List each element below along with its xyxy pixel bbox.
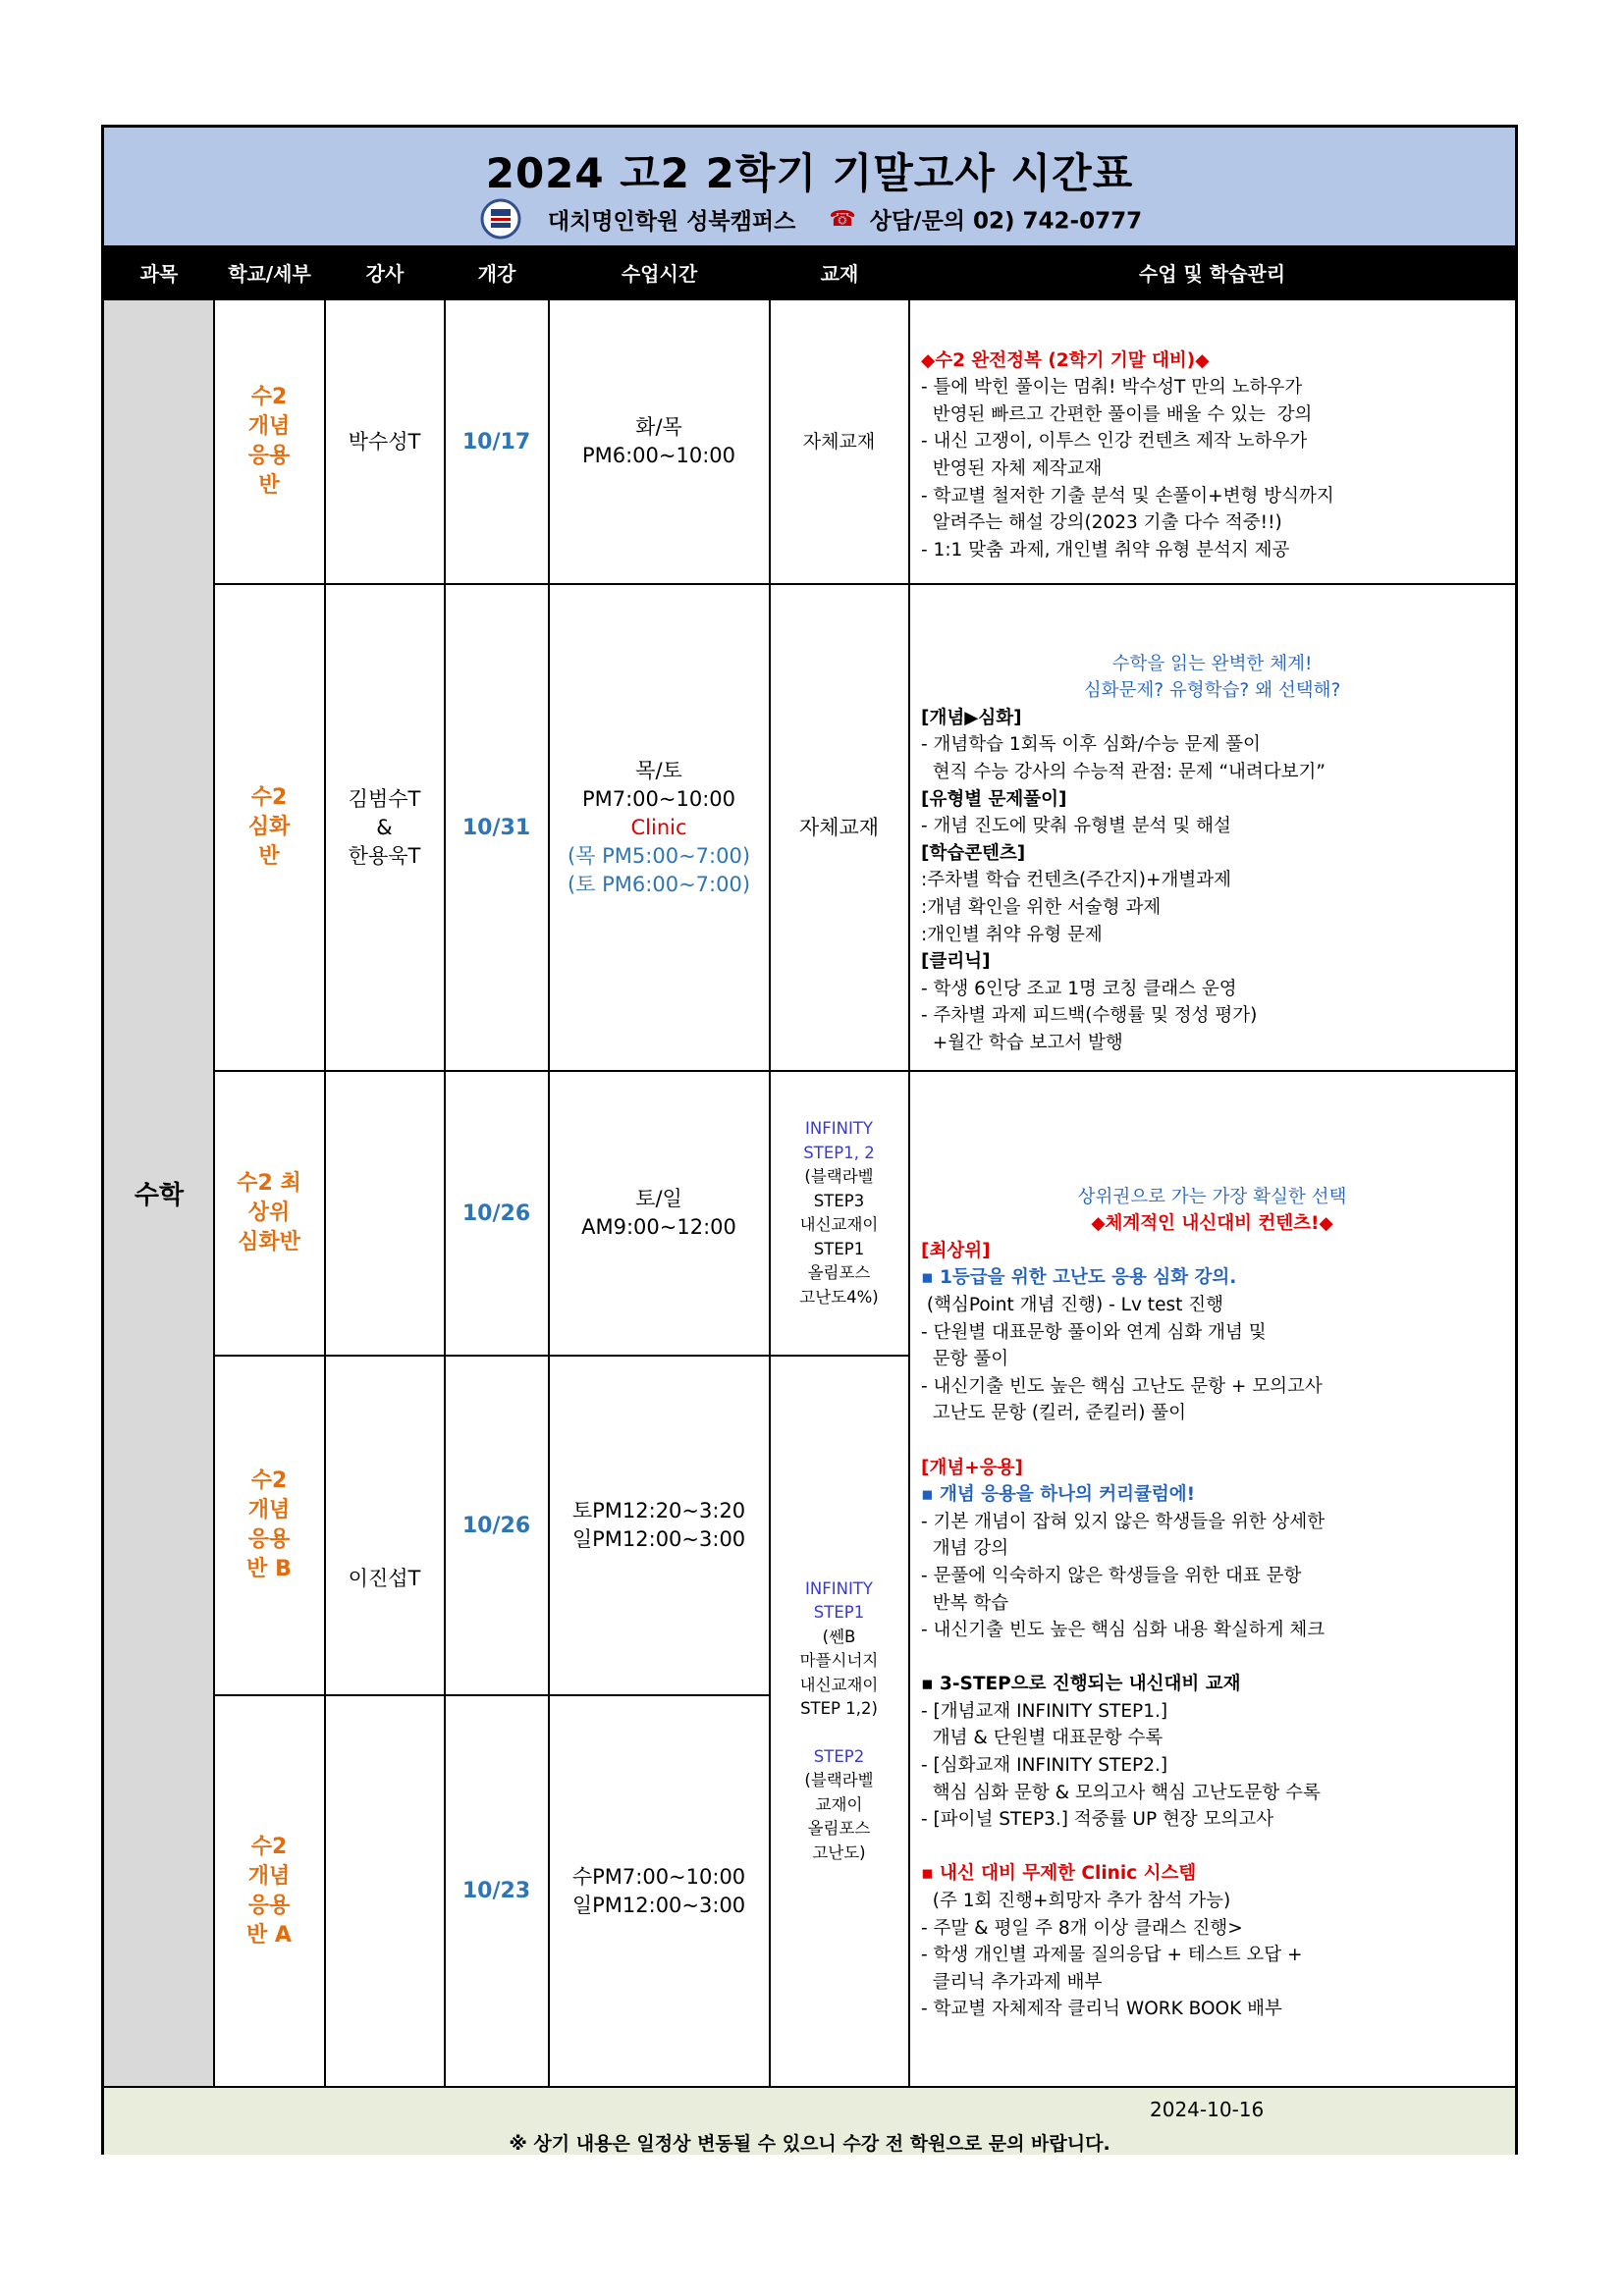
phone-number: 상담/문의 02) 742-0777	[869, 208, 1143, 235]
book-line: 고난도4%)	[799, 1287, 879, 1307]
col-header-teacher: 강사	[365, 262, 405, 286]
textbook	[770, 1072, 908, 1355]
teacher-name: 박수성T	[348, 429, 421, 454]
subject-cell: 수학	[104, 300, 214, 2086]
column-header-row	[104, 247, 1515, 300]
mgmt-line	[921, 1644, 1503, 1672]
clinic-time: (토 PM6:00~7:00)	[567, 872, 751, 896]
mgmt-line: [학습콘텐츠]	[921, 842, 1026, 864]
issue-date: 2024-10-16	[1150, 2098, 1265, 2121]
textbook	[770, 1357, 908, 2086]
mgmt-line: ▪ 내신 대비 무제한 Clinic 시스템	[921, 1863, 1197, 1885]
mgmt-line: [클리닉]	[921, 951, 991, 973]
col-header-time: 수업시간	[621, 262, 698, 286]
sheet-footer	[104, 2086, 1515, 2155]
mgmt-line: 알려주는 해설 강의(2023 기출 다수 적중!!)	[921, 512, 1282, 534]
class-days: 토/일	[635, 1187, 682, 1210]
page-title: 2024 고2 2학기 기말고사 시간표	[485, 149, 1134, 197]
book-line: 교재이	[815, 1794, 863, 1814]
teacher-ampersand: &	[376, 815, 393, 839]
mgmt-line: ◆체계적인 내신대비 컨텐츠!◆	[1091, 1213, 1333, 1235]
start-date: 10/26	[461, 1201, 531, 1226]
mgmt-line: 고난도 문항 (킬러, 준킬러) 풀이	[921, 1403, 1187, 1424]
mgmt-line: - 내신 고쟁이, 이투스 인강 컨텐츠 제작 노하우가	[921, 431, 1308, 453]
book-line: STEP 1,2)	[800, 1699, 878, 1719]
col-header-start: 개강	[477, 262, 516, 286]
mgmt-line: - 틀에 박힌 풀이는 멈춰! 박수성T 만의 노하우가	[921, 377, 1303, 399]
col-header-subject: 과목	[139, 262, 179, 286]
mgmt-line: 심화문제? 유형학습? 왜 선택해?	[1083, 680, 1341, 702]
col-header-management: 수업 및 학습관리	[1138, 262, 1286, 286]
phone-icon: ☎	[829, 206, 856, 232]
mgmt-line: +월간 학습 보고서 발행	[921, 1032, 1123, 1053]
book-line: INFINITY	[805, 1119, 873, 1138]
mgmt-line: - [파이널 STEP3.] 적중률 UP 현장 모의고사	[921, 1809, 1274, 1831]
class-time: PM6:00~10:00	[581, 444, 736, 467]
mgmt-line: (핵심Point 개념 진행) - Lv test 진행	[921, 1294, 1223, 1315]
mgmt-line: ▪ 개념 응용을 하나의 커리큘럼에!	[921, 1484, 1196, 1506]
course-name: 수2 심화반	[247, 785, 291, 869]
clinic-time: (목 PM5:00~7:00)	[567, 843, 751, 868]
course-name: 수2 개념 응용반 B	[246, 1468, 292, 1581]
mgmt-line: - 기본 개념이 잡혀 있지 않은 학생들을 위한 상세한	[921, 1511, 1326, 1532]
course-name: 수2 개념 응용반	[247, 385, 291, 498]
start-date: 10/17	[461, 429, 531, 454]
mgmt-line: 수학을 읽는 완벽한 체계!	[1111, 653, 1313, 674]
mgmt-line: - 1:1 맞춤 과제, 개인별 취약 유형 분석지 제공	[921, 539, 1290, 561]
mgmt-line: :개인별 취약 유형 문제	[921, 924, 1103, 945]
sheet-header	[104, 128, 1515, 247]
start-date: 10/31	[461, 815, 531, 840]
mgmt-line: :주차별 학습 컨텐츠(주간지)+개별과제	[921, 870, 1231, 891]
book-line: 내신교재이	[799, 1215, 879, 1234]
book-line: INFINITY	[805, 1578, 873, 1598]
mgmt-line: 문항 풀이	[921, 1349, 1009, 1370]
teacher-name: 이진섭T	[348, 1567, 421, 1590]
start-date: 10/26	[461, 1513, 531, 1538]
management-notes-2	[909, 623, 1515, 1111]
mgmt-line: 반복 학습	[921, 1592, 1009, 1614]
col-header-book: 교재	[820, 262, 859, 286]
mgmt-line: 클리닉 추가과제 배부	[921, 1971, 1103, 1993]
campus-name: 대치명인학원 성북캠퍼스	[547, 208, 796, 235]
mgmt-line: 반영된 자체 제작교재	[921, 457, 1103, 479]
book-line: STEP2	[813, 1746, 865, 1766]
academy-logo-icon	[477, 198, 524, 240]
class-time: 일PM12:00~3:00	[571, 1527, 746, 1551]
textbook: 자체교재	[798, 815, 880, 839]
mgmt-line: 현직 수능 강사의 수능적 관점: 문제 “내려다보기”	[921, 761, 1326, 782]
mgmt-line	[921, 1427, 1503, 1455]
class-time: 토PM12:20~3:20	[571, 1499, 746, 1522]
class-time: PM7:00~10:00	[581, 786, 736, 811]
mgmt-line: [개념▶심화]	[921, 707, 1022, 728]
book-line: STEP1, 2	[803, 1143, 875, 1162]
mgmt-line: ▪ 1등급을 위한 고난도 응용 심화 강의.	[921, 1267, 1237, 1289]
class-time: 일PM12:00~3:00	[571, 1893, 746, 1917]
book-line: (쎈B	[822, 1627, 856, 1646]
mgmt-line	[921, 1834, 1503, 1861]
mgmt-line: - 단원별 대표문항 풀이와 연계 심화 개념 및	[921, 1321, 1267, 1343]
mgmt-line: - 학교별 철저한 기출 분석 및 손풀이+변형 방식까지	[921, 485, 1334, 507]
mgmt-line: [최상위]	[921, 1240, 991, 1261]
mgmt-line: - [심화교재 INFINITY STEP2.]	[921, 1755, 1168, 1777]
textbook: 자체교재	[802, 430, 876, 453]
mgmt-line: 상위권으로 가는 가장 확실한 선택	[1077, 1186, 1347, 1207]
schedule-sheet	[101, 125, 1518, 2155]
book-line: 마플시너지	[799, 1651, 879, 1671]
mgmt-line: - 학생 6인당 조교 1명 코칭 클래스 운영	[921, 978, 1237, 999]
mgmt-line: - 내신기출 빈도 높은 핵심 고난도 문항 + 모의고사	[921, 1375, 1323, 1397]
course-name: 수2 최상위 심화반	[237, 1171, 301, 1255]
mgmt-line: - 주말 & 평일 주 8개 이상 클래스 진행>	[921, 1917, 1243, 1939]
footer-note: ※ 상기 내용은 일정상 변동될 수 있으니 수강 전 학원으로 문의 바랍니다.	[509, 2133, 1110, 2155]
book-line: 고난도)	[812, 1842, 866, 1862]
teacher-name: 김범수T	[348, 786, 421, 811]
mgmt-line: - 주차별 과제 피드백(수행률 및 정성 평가)	[921, 1005, 1258, 1027]
col-header-school: 학교/세부	[228, 262, 311, 286]
course-cell	[214, 300, 324, 583]
start-date: 10/23	[461, 1879, 531, 1903]
management-notes-1	[909, 320, 1515, 618]
campus-info	[104, 198, 1515, 238]
mgmt-line: - 내신기출 빈도 높은 핵심 심화 내용 확실하게 체크	[921, 1620, 1326, 1641]
mgmt-line: ▪ 3-STEP으로 진행되는 내신대비 교재	[921, 1674, 1241, 1695]
mgmt-line: 개념 강의	[921, 1538, 1009, 1560]
mgmt-line: - 학교별 자체제작 클리닉 WORK BOOK 배부	[921, 1999, 1282, 2020]
mgmt-line: (주 1회 진행+희망자 추가 참석 가능)	[921, 1891, 1231, 1912]
book-line: (블랙라벨	[804, 1167, 874, 1186]
course-name: 수2 개념 응용반 A	[246, 1834, 292, 1948]
mgmt-line: [유형별 문제풀이]	[921, 788, 1067, 810]
mgmt-line: - 개념학습 1회독 이후 심화/수능 문제 풀이	[921, 734, 1261, 756]
book-line: STEP1	[813, 1603, 865, 1623]
mgmt-line: - 문풀에 익숙하지 않은 학생들을 위한 대표 문항	[921, 1565, 1302, 1586]
management-notes-3	[909, 1156, 1515, 2077]
book-line: 내신교재이	[799, 1675, 879, 1694]
book-line: 올림포스	[807, 1263, 871, 1282]
class-days: 목/토	[635, 758, 682, 782]
mgmt-line: 핵심 심화 문항 & 모의고사 핵심 고난도문항 수록	[921, 1782, 1321, 1803]
mgmt-line: 개념 & 단원별 대표문항 수록	[921, 1728, 1164, 1749]
mgmt-line: - 학생 개인별 과제물 질의응답 + 테스트 오답 +	[921, 1945, 1303, 1966]
clinic-label: Clinic	[630, 815, 687, 839]
mgmt-line: 반영된 빠르고 간편한 풀이를 배울 수 있는 강의	[921, 403, 1313, 425]
book-line: STEP1	[813, 1239, 865, 1258]
mgmt-line: - 개념 진도에 맞춰 유형별 분석 및 해설	[921, 816, 1231, 837]
mgmt-line: [개념+응용]	[921, 1457, 1023, 1478]
book-line: (블랙라벨	[804, 1771, 874, 1790]
mgmt-line: ◆수2 완전정복 (2학기 기말 대비)◆	[921, 349, 1210, 371]
class-time: 수PM7:00~10:00	[571, 1864, 746, 1889]
book-line: 올림포스	[807, 1819, 871, 1839]
mgmt-line: - [개념교재 INFINITY STEP1.]	[921, 1700, 1168, 1722]
book-line: STEP3	[813, 1191, 865, 1210]
mgmt-line: :개념 확인을 위한 서술형 과제	[921, 896, 1162, 918]
teacher-name: 한용욱T	[348, 843, 421, 868]
class-days: 화/목	[635, 415, 682, 439]
class-time: AM9:00~12:00	[581, 1215, 736, 1239]
